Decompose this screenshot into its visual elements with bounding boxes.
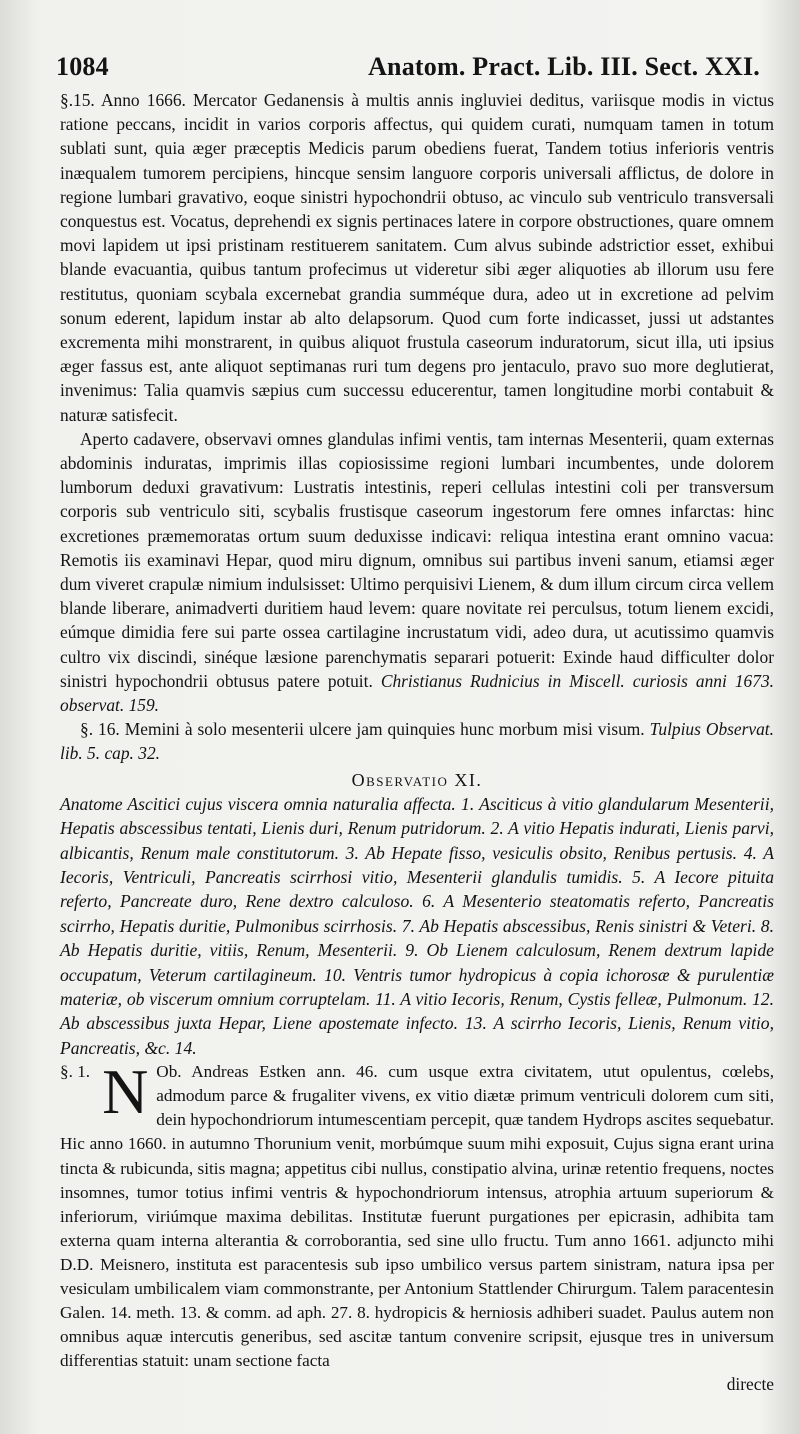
- paragraph-section-15: §.15. Anno 1666. Mercator Gedanensis à multis annis ingluviei deditus, variisque modis in victus ratione peccans, incidit in varios corporis affectus, qui quidem curati, numquam tamen in totum sublati sunt, quia æger præceptis Medicis parum obediens fuerat, Tandem totius inferioris ventris inæqualem tumorem percipiens, hincque sensim languore corporis universali afflictus, de dolore in regione lumbari gravativo, eoque sinistri hypochondrii obtuso, ac vinculo sub ventriculo transversali conquestus est. Vocatus, deprehendi ex signis pertinaces latere in corpore obstructiones, quare omnem movi lapidem ut ipsi pristinam restituerem sanitatem. Cum alvus subinde adstrictior esset, exhibui blande evacuantia, quibus tantum profecimus ut videretur sibi æger aliquoties ab illorum usu fere restitutus, quoniam scybala excernebat grandia summéque dura, adeo ut in excretione ad pelvim sonum ederent, lapidum instar ab alto delapsorum. Quod cum forte indicasset, jussi ut adstantes excrementa mihi monstrarent, in quibus aliquot frustula caseorum induratorum, sicut illa, uti ipsius æger fassus est, ante aliquot septimanas ruri tum degens pro jentaculo, pravo suo more deglutierat, invenimus: Talia quamvis sæpius cum successu educerentur, tamen longitudine morbi contabuit & naturæ satisfecit.: [60, 90, 774, 425]
- running-head: [56, 52, 774, 82]
- citation-tulpius: Tulpius Observat. lib. 5. cap. 32.: [60, 719, 774, 764]
- observation-heading: Observatio XI.: [351, 769, 483, 790]
- paragraph-section-16-text: §. 16. Memini à solo mesenterii ulcere jam quinquies hunc morbum misi visum.: [80, 719, 645, 740]
- observation-summary: Anatome Ascitici cujus viscera omnia naturalia affecta. 1. Asciticus à vitio glandularum Mesenterii, Hepatis abscessibus tentati, Lienis duri, Renum putridorum. 2. A vitio Hepatis indurati, Lienis parvi, albicantis, Renum male constitutorum. 3. Ab Hepate fisso, vesiculis obsito, Renibus pertusis. 4. A Iecoris, Ventriculi, Pancreatis scirrhosi vitio, Mesenterii glandulis tumidis. 5. A Iecore pituita referto, Pancreate duro, Rene dextro calculoso. 6. A Mesenterio steatomatis referto, Pancreatis scirrho, Hepatis duritie, Pulmonibus scirrhosis. 7. Ab Hepatis abscessibus, Renis sinistri & Veteri. 8. Ab Hepatis duritie, vitiis, Renum, Mesenterii. 9. Ob Lienem calculosum, Renem dextrum lapide occupatum, Veterum cartilagineum. 10. Ventris tumor hydropicus à copia ichorosæ & purulentiæ materiæ, ob viscerum omnium corruptelam. 11. A vitio Iecoris, Renum, Cystis felleæ, Pulmonum. 12. Ab abscessibus juxta Hepar, Liene apostemate infecto. 13. A scirrho Iecoris, Lienis, Renum vitio, Pancreatis, &c. 14.: [60, 793, 774, 1058]
- catchword: directe: [726, 1374, 774, 1395]
- citation-rudnicius: Christianus Rudnicius in Miscell. curiosis anni 1673. observat. 159.: [60, 670, 774, 716]
- page-number: 1084: [56, 52, 109, 81]
- paragraph-section-16: [60, 717, 774, 765]
- paragraph-cadaver: [60, 427, 774, 717]
- observation-body: [60, 1056, 774, 1373]
- paragraph-cadaver-text: Aperto cadavere, observavi omnes glandulas infimi ventis, tam internas Mesenterii, quam externas abdominis induratas, imprimis illas copiosissime regioni lumbari incumbentes, unde dolorem lumborum deduxi gravativum: Lustratis intestinis, reperi cellulas intestini coli per transversum corporis sub ventriculo siti, scybalis frustisque caseorum ingestorum fere omnes infarctas: hinc excretiones præmemoratas ortum suum deduxisse indicavi: reliqua intestina erant omnino vacua: Remotis iis examinavi Hepar, quod miru dignum, omnibus sui partibus inveni sanum, etiamsi æger dum viveret crapulæ nimium indulsisset: Ultimo perquisivi Lienem, & dum illum circum circa vellem blande liberare, animadverti duritiem haud levem: quare novitate rei perculsus, totum lienem excidi, eúmque dimidia fere sui parte ossea cartilagine incrustatum vidi, adeo dura, ut acutissimo quamvis cultro vix discindi, sinéque læsione parenchymatis separari potuerit: Exinde haud difficulter dolor sinistri hypochondrii obtusus patere potuit.: [60, 428, 774, 691]
- section-number: §. 1.: [60, 1062, 91, 1082]
- drop-cap: N: [102, 1056, 149, 1128]
- running-title: Anatom. Pract. Lib. III. Sect. XXI.: [368, 52, 760, 81]
- observation-body-text: Ob. Andreas Estken ann. 46. cum usque extra civitatem, utut opulentus, cœlebs, admodum parce & frugaliter vivens, ex vitio diætæ primum ventriculi dolorem cum siti, dein hypochondriorum intumescentiam percepit, quæ tandem Hydrops ascites sequebatur. Hic anno 1660. in autumno Thorunium venit, morbúmque suum mihi exposuit, Cujus signa erant urina tincta & rubicunda, sitis magna; appetitus cibi nullus, constipatio alvina, urinæ retentio frequens, noctes insomnes, tumor totius infimi ventris & hypochondriorum intensus, atrophia artuum superiorum & inferiorum, viriúmque maxima debilitas. Institutæ fuerunt purgationes per epicrasin, adhibita tam externa quam interna alterantia & corroborantia, sed sine ullo fructu. Tum anno 1661. adjuncto mihi D.D. Meisnero, instituta est paracentesis sub ipso umbilico versus partem sinistram, natura ipsa per vesiculam umbilicalem viam commonstrante, per Antonium Stattlender Chirurgum. Talem paracentesin Galen. 14. meth. 13. & comm. ad aph. 27. 8. hydropicis & herniosis adhiberi suadet. Paulus autem non omnibus aquæ intercutis generibus, sed ascitæ tantum convenire scripsit, ejusque tres in universum differentias statuit: unam sectione facta: [60, 1062, 774, 1371]
